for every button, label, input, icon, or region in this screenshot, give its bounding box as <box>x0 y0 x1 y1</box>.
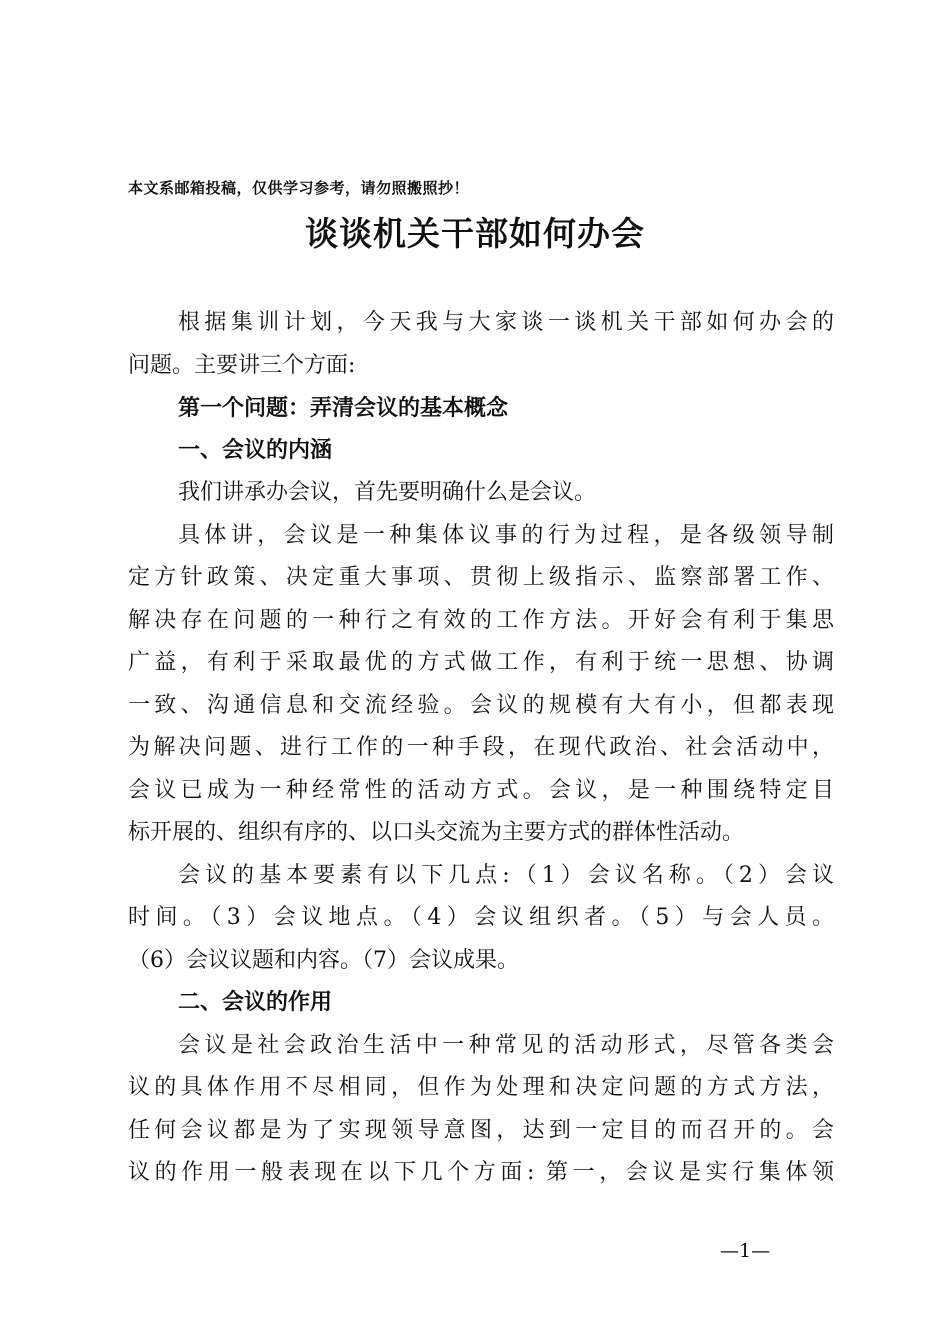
paragraph-line: 议的具体作用不尽相同，但作为处理和决定问题的方式方法， <box>128 1075 834 1100</box>
paragraph-line: 议的作用一般表现在以下几个方面: 第一，会议是实行集体领 <box>128 1160 834 1185</box>
paragraph-line: 标开展的、组织有序的、以口头交流为主要方式的群体性活动。 <box>128 820 745 845</box>
paragraph-line: 解决存在问题的一种行之有效的工作方法。开好会有利于集思 <box>128 607 834 633</box>
paragraph-line: 广益，有利于采取最优的方式做工作，有利于统一思想、协调 <box>128 650 834 675</box>
paragraph-line: 会议的基本要素有以下几点:（1）会议名称。（2）会议 <box>178 862 834 888</box>
document-body <box>128 302 834 1195</box>
paragraph-line: 问题。主要讲三个方面: <box>128 352 356 378</box>
paragraph-line: （6）会议议题和内容。（7）会议成果。 <box>128 947 519 973</box>
document-title: 谈谈机关干部如何办会 <box>305 214 645 253</box>
paragraph-line: 时间。（3）会议地点。（4）会议组织者。（5）与会人员。 <box>128 905 834 930</box>
page-number: —1— <box>720 1240 771 1262</box>
paragraph-line: 一致、沟通信息和交流经验。会议的规模有大有小，但都表现 <box>128 692 834 718</box>
paragraph-line: 具体讲，会议是一种集体议事的行为过程，是各级领导制 <box>178 522 834 548</box>
paragraph-line: 根据集训计划，今天我与大家谈一谈机关干部如何办会的 <box>178 310 834 335</box>
section-heading: 第一个问题：弄清会议的基本概念 <box>178 395 509 421</box>
paragraph-line: 定方针政策、决定重大事项、贯彻上级指示、监察部署工作、 <box>128 565 834 590</box>
paragraph-line: 为解决问题、进行工作的一种手段，在现代政治、社会活动中， <box>128 735 834 760</box>
paragraph-line: 会议是社会政治生活中一种常见的活动形式，尽管各类会 <box>178 1032 834 1058</box>
submission-notice: 本文系邮箱投稿，仅供学习参考，请勿照搬照抄！ <box>128 179 470 197</box>
paragraph-line: 任何会议都是为了实现领导意图，达到一定目的而召开的。会 <box>128 1117 834 1143</box>
subsection-heading: 二、会议的作用 <box>178 990 333 1015</box>
paragraph-line: 我们讲承办会议，首先要明确什么是会议。 <box>178 480 597 505</box>
paragraph-line: 会议已成为一种经常性的活动方式。会议，是一种围绕特定目 <box>128 777 834 803</box>
subsection-heading: 一、会议的内涵 <box>178 437 333 463</box>
